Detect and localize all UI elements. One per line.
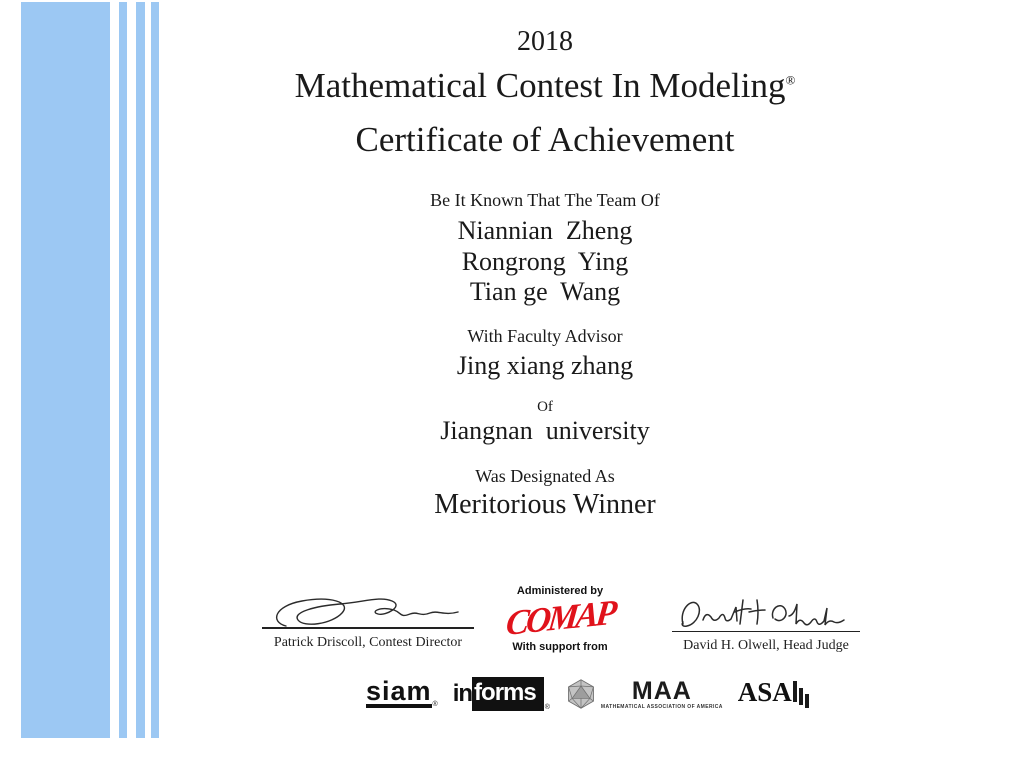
designation-intro-label: Was Designated As xyxy=(475,466,615,486)
contest-title xyxy=(66,66,1024,106)
siam-logo xyxy=(366,676,438,708)
signature-block-contest-director xyxy=(262,588,474,651)
team-member-1: Niannian Zheng xyxy=(457,216,633,245)
signature-line-left xyxy=(262,627,474,629)
maa-logo-text-column xyxy=(600,676,723,710)
head-judge-caption: David H. Olwell, Head Judge xyxy=(683,638,849,653)
of-label: Of xyxy=(537,399,553,415)
comap-logo xyxy=(494,593,626,644)
informs-logo-prefix: in xyxy=(452,680,473,707)
institution-name: Jiangnan university xyxy=(440,416,650,445)
contest-title-text: Mathematical Contest In Modeling xyxy=(294,66,786,105)
team-member-3: Tian ge Wang xyxy=(469,277,621,306)
siam-logo-text: siam xyxy=(366,676,432,707)
sponsor-logos-row xyxy=(366,672,809,716)
team-intro-label: Be It Known That The Team Of xyxy=(430,190,660,210)
head-judge-signature-icon xyxy=(677,590,855,634)
asa-logo-text: ASA xyxy=(737,677,792,707)
comap-logo-text: COMAP xyxy=(504,593,616,644)
advisor-intro-label: With Faculty Advisor xyxy=(467,326,623,346)
maa-tagline: MATHEMATICAL ASSOCIATION OF AMERICA xyxy=(600,703,723,710)
registered-trademark-mark: ® xyxy=(785,72,796,88)
administered-by-label: Administered by xyxy=(516,585,604,597)
maa-logo xyxy=(565,678,723,710)
maa-polyhedron-icon xyxy=(565,678,597,710)
certificate-subtitle: Certificate of Achievement xyxy=(355,120,735,159)
with-support-from-label: With support from xyxy=(512,641,608,653)
designation-title: Meritorious Winner xyxy=(434,489,656,520)
team-member-2: Rongrong Ying xyxy=(461,247,629,276)
certificate-content xyxy=(66,0,1024,783)
contest-director-signature-icon xyxy=(268,588,468,630)
maa-logo-text: MAA xyxy=(631,676,692,705)
siam-registered-mark: ® xyxy=(432,700,438,708)
informs-registered-mark: ® xyxy=(544,704,550,711)
signature-block-head-judge xyxy=(672,590,860,654)
asa-logo xyxy=(738,679,809,709)
contest-year: 2018 xyxy=(517,26,573,57)
administered-by-block xyxy=(494,585,626,653)
signature-line-right xyxy=(672,631,860,632)
informs-logo xyxy=(453,677,550,711)
asa-bars-icon xyxy=(793,679,809,709)
informs-logo-boxed-text: forms xyxy=(472,677,544,711)
contest-director-caption: Patrick Driscoll, Contest Director xyxy=(273,635,463,650)
advisor-name: Jing xiang zhang xyxy=(456,351,634,380)
